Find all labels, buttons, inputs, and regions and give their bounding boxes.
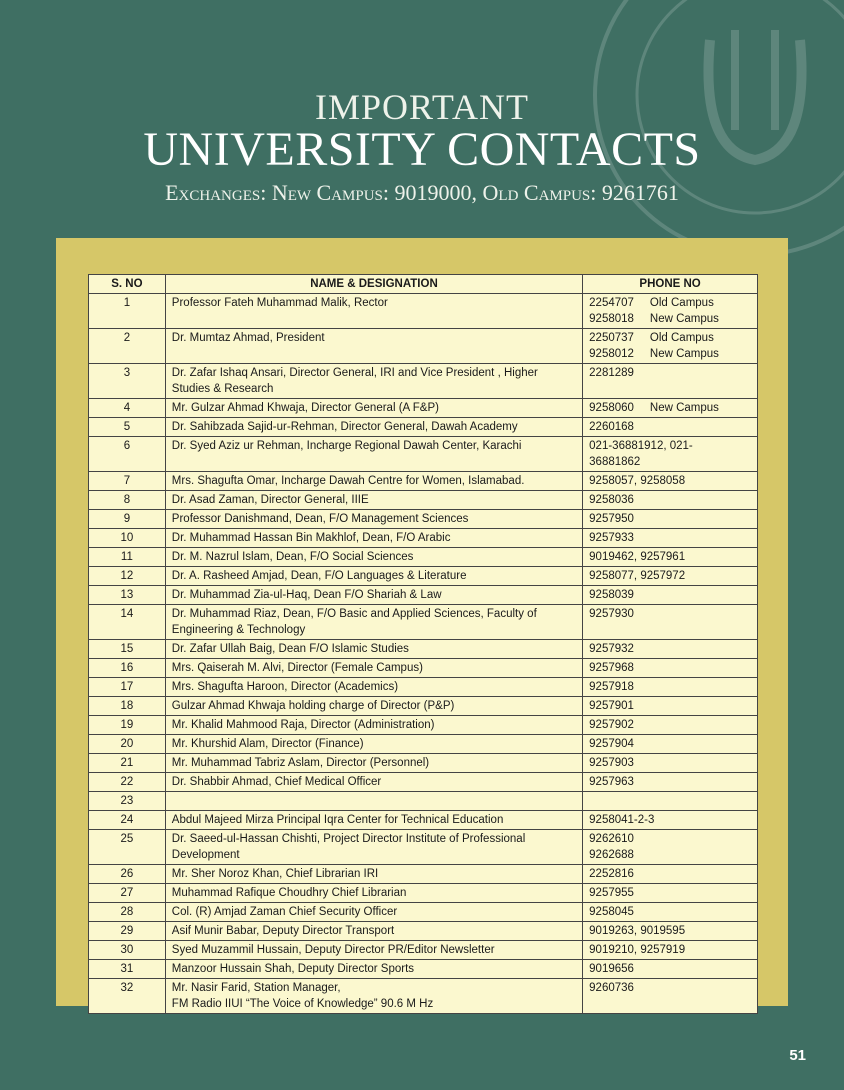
phone-number: 9257918: [589, 681, 634, 693]
row-phone: [583, 586, 758, 605]
table-row: [89, 418, 758, 437]
row-sno: 17: [89, 678, 166, 697]
phone-number: 2260168: [589, 421, 634, 433]
phone-number: 9258012 New Campus: [589, 348, 719, 360]
table-row: [89, 510, 758, 529]
phone-number: 2254707 Old Campus: [589, 297, 714, 309]
row-phone: [583, 605, 758, 640]
row-sno: 3: [89, 364, 166, 399]
table-row: [89, 678, 758, 697]
row-sno: 25: [89, 830, 166, 865]
table-row: [89, 697, 758, 716]
row-name-designation: Col. (R) Amjad Zaman Chief Security Officer: [165, 903, 582, 922]
row-sno: 10: [89, 529, 166, 548]
row-phone: [583, 754, 758, 773]
row-name-designation: Asif Munir Babar, Deputy Director Transport: [165, 922, 582, 941]
phone-number: 9258045: [589, 906, 634, 918]
phone-number: 2281289: [589, 367, 634, 379]
column-header-name: NAME & DESIGNATION: [165, 275, 582, 294]
phone-number: 36881862: [589, 456, 641, 468]
table-row: [89, 792, 758, 811]
row-phone: [583, 884, 758, 903]
table-row: [89, 941, 758, 960]
phone-number: 9258041-2-3: [589, 814, 655, 826]
row-name-designation: Mrs. Shagufta Haroon, Director (Academics): [165, 678, 582, 697]
row-name-designation: Dr. Shabbir Ahmad, Chief Medical Officer: [165, 773, 582, 792]
row-phone: [583, 941, 758, 960]
row-phone: [583, 294, 758, 329]
phone-number: 2252816: [589, 868, 634, 880]
row-sno: 24: [89, 811, 166, 830]
table-row: [89, 294, 758, 329]
phone-number: 9257904: [589, 738, 634, 750]
phone-number: 9019462, 9257961: [589, 551, 686, 563]
table-row: [89, 659, 758, 678]
row-phone: [583, 811, 758, 830]
table-row: [89, 979, 758, 1014]
row-name-designation: Dr. Muhammad Riaz, Dean, F/O Basic and Applied Sciences, Faculty of Engineering & Technology: [165, 605, 582, 640]
row-phone: [583, 960, 758, 979]
row-name-designation: Mr. Gulzar Ahmad Khwaja, Director General (A F&P): [165, 399, 582, 418]
phone-number: 9019656: [589, 963, 634, 975]
table-row: [89, 811, 758, 830]
row-phone: [583, 903, 758, 922]
row-sno: 7: [89, 472, 166, 491]
phone-number: 9019210, 9257919: [589, 944, 686, 956]
row-phone: [583, 659, 758, 678]
phone-number: 9257901: [589, 700, 634, 712]
row-name-designation: Professor Fateh Muhammad Malik, Rector: [165, 294, 582, 329]
table-row: [89, 640, 758, 659]
row-sno: 31: [89, 960, 166, 979]
row-phone: [583, 472, 758, 491]
phone-number: 9257932: [589, 643, 634, 655]
row-name-designation: Abdul Majeed Mirza Principal Iqra Center for Technical Education: [165, 811, 582, 830]
phone-number: 9019263, 9019595: [589, 925, 686, 937]
row-sno: 21: [89, 754, 166, 773]
row-phone: [583, 979, 758, 1014]
row-name-designation: Mrs. Qaiserah M. Alvi, Director (Female Campus): [165, 659, 582, 678]
row-sno: 4: [89, 399, 166, 418]
table-row: [89, 735, 758, 754]
column-header-phone: PHONE NO: [583, 275, 758, 294]
table-row: [89, 960, 758, 979]
column-header-sno: S. NO: [89, 275, 166, 294]
row-sno: 16: [89, 659, 166, 678]
phone-number: 9257902: [589, 719, 634, 731]
contacts-table: [88, 274, 758, 1014]
phone-number: 9258060 New Campus: [589, 402, 719, 414]
row-phone: [583, 567, 758, 586]
row-phone: [583, 640, 758, 659]
table-row: [89, 437, 758, 472]
row-name-designation: Mr. Khurshid Alam, Director (Finance): [165, 735, 582, 754]
row-phone: [583, 792, 758, 811]
row-name-designation: Dr. Mumtaz Ahmad, President: [165, 329, 582, 364]
row-sno: 11: [89, 548, 166, 567]
phone-number: 9257963: [589, 776, 634, 788]
row-sno: 8: [89, 491, 166, 510]
phone-number: 021-36881912, 021-: [589, 440, 693, 452]
row-sno: 28: [89, 903, 166, 922]
row-sno: 32: [89, 979, 166, 1014]
table-row: [89, 491, 758, 510]
row-phone: [583, 399, 758, 418]
table-header-row: [89, 275, 758, 294]
row-name-designation: Mrs. Shagufta Omar, Incharge Dawah Centre for Women, Islamabad.: [165, 472, 582, 491]
row-name-designation: Syed Muzammil Hussain, Deputy Director PR/Editor Newsletter: [165, 941, 582, 960]
row-name-designation: Dr. Zafar Ishaq Ansari, Director General, IRI and Vice President , Higher Studies & Research: [165, 364, 582, 399]
phone-number: 9258077, 9257972: [589, 570, 686, 582]
table-row: [89, 773, 758, 792]
row-name-designation: Manzoor Hussain Shah, Deputy Director Sports: [165, 960, 582, 979]
row-name-designation: Mr. Nasir Farid, Station Manager, FM Radio IIUI “The Voice of Knowledge” 90.6 M Hz: [165, 979, 582, 1014]
row-sno: 12: [89, 567, 166, 586]
row-phone: [583, 922, 758, 941]
row-phone: [583, 437, 758, 472]
row-name-designation: Dr. Muhammad Zia-ul-Haq, Dean F/O Shariah & Law: [165, 586, 582, 605]
row-name-designation: [165, 792, 582, 811]
table-row: [89, 567, 758, 586]
row-sno: 30: [89, 941, 166, 960]
row-sno: 26: [89, 865, 166, 884]
row-sno: 2: [89, 329, 166, 364]
phone-number: 9257950: [589, 513, 634, 525]
table-row: [89, 548, 758, 567]
row-phone: [583, 773, 758, 792]
contacts-table-body: [89, 294, 758, 1014]
row-phone: [583, 418, 758, 437]
table-row: [89, 922, 758, 941]
table-row: [89, 399, 758, 418]
table-row: [89, 865, 758, 884]
page-number: 51: [789, 1047, 806, 1064]
row-name-designation: Mr. Muhammad Tabriz Aslam, Director (Personnel): [165, 754, 582, 773]
row-sno: 1: [89, 294, 166, 329]
phone-number: 2250737 Old Campus: [589, 332, 714, 344]
row-phone: [583, 529, 758, 548]
row-name-designation: Dr. Saeed-ul-Hassan Chishti, Project Director Institute of Professional Development: [165, 830, 582, 865]
row-name-designation: Muhammad Rafique Choudhry Chief Librarian: [165, 884, 582, 903]
row-sno: 22: [89, 773, 166, 792]
row-phone: [583, 865, 758, 884]
phone-number: 9258057, 9258058: [589, 475, 686, 487]
title-university-contacts: UNIVERSITY CONTACTS: [143, 123, 701, 176]
table-row: [89, 754, 758, 773]
row-sno: 14: [89, 605, 166, 640]
table-row: [89, 364, 758, 399]
phone-number: 9257968: [589, 662, 634, 674]
phone-number: 9258018 New Campus: [589, 313, 719, 325]
row-sno: 27: [89, 884, 166, 903]
table-row: [89, 884, 758, 903]
phone-number: 9257903: [589, 757, 634, 769]
row-phone: [583, 491, 758, 510]
row-name-designation: Dr. Syed Aziz ur Rehman, Incharge Regional Dawah Center, Karachi: [165, 437, 582, 472]
table-row: [89, 529, 758, 548]
row-phone: [583, 697, 758, 716]
phone-number: 9258036: [589, 494, 634, 506]
row-name-designation: Dr. Sahibzada Sajid-ur-Rehman, Director General, Dawah Academy: [165, 418, 582, 437]
row-name-designation: Dr. M. Nazrul Islam, Dean, F/O Social Sciences: [165, 548, 582, 567]
row-sno: 5: [89, 418, 166, 437]
row-name-designation: Dr. Muhammad Hassan Bin Makhlof, Dean, F/O Arabic: [165, 529, 582, 548]
row-sno: 6: [89, 437, 166, 472]
row-name-designation: Dr. Zafar Ullah Baig, Dean F/O Islamic Studies: [165, 640, 582, 659]
row-name-designation: Gulzar Ahmad Khwaja holding charge of Director (P&P): [165, 697, 582, 716]
table-row: [89, 903, 758, 922]
row-phone: [583, 830, 758, 865]
row-phone: [583, 735, 758, 754]
row-name-designation: Professor Danishmand, Dean, F/O Management Sciences: [165, 510, 582, 529]
phone-number: 9262688: [589, 849, 634, 861]
row-phone: [583, 510, 758, 529]
row-phone: [583, 329, 758, 364]
contacts-panel: [56, 238, 788, 1010]
row-phone: [583, 678, 758, 697]
row-name-designation: Mr. Khalid Mahmood Raja, Director (Administration): [165, 716, 582, 735]
row-sno: 9: [89, 510, 166, 529]
phone-number: 9257933: [589, 532, 634, 544]
phone-number: 9257930: [589, 608, 634, 620]
phone-number: 9262610: [589, 833, 634, 845]
title-important: IMPORTANT: [315, 87, 529, 127]
table-row: [89, 329, 758, 364]
table-row: [89, 605, 758, 640]
row-name-designation: Dr. A. Rasheed Amjad, Dean, F/O Languages & Literature: [165, 567, 582, 586]
row-sno: 13: [89, 586, 166, 605]
row-sno: 19: [89, 716, 166, 735]
exchanges-subtitle: Exchanges: New Campus: 9019000, Old Campus: 9261761: [165, 180, 679, 205]
row-sno: 23: [89, 792, 166, 811]
row-sno: 29: [89, 922, 166, 941]
table-row: [89, 716, 758, 735]
row-phone: [583, 716, 758, 735]
table-row: [89, 830, 758, 865]
table-row: [89, 586, 758, 605]
phone-number: 9258039: [589, 589, 634, 601]
row-sno: 20: [89, 735, 166, 754]
row-phone: [583, 364, 758, 399]
row-sno: 18: [89, 697, 166, 716]
row-phone: [583, 548, 758, 567]
row-name-designation: Mr. Sher Noroz Khan, Chief Librarian IRI: [165, 865, 582, 884]
row-sno: 15: [89, 640, 166, 659]
row-name-designation: Dr. Asad Zaman, Director General, IIIE: [165, 491, 582, 510]
table-row: [89, 472, 758, 491]
phone-number: 9260736: [589, 982, 634, 994]
phone-number: 9257955: [589, 887, 634, 899]
